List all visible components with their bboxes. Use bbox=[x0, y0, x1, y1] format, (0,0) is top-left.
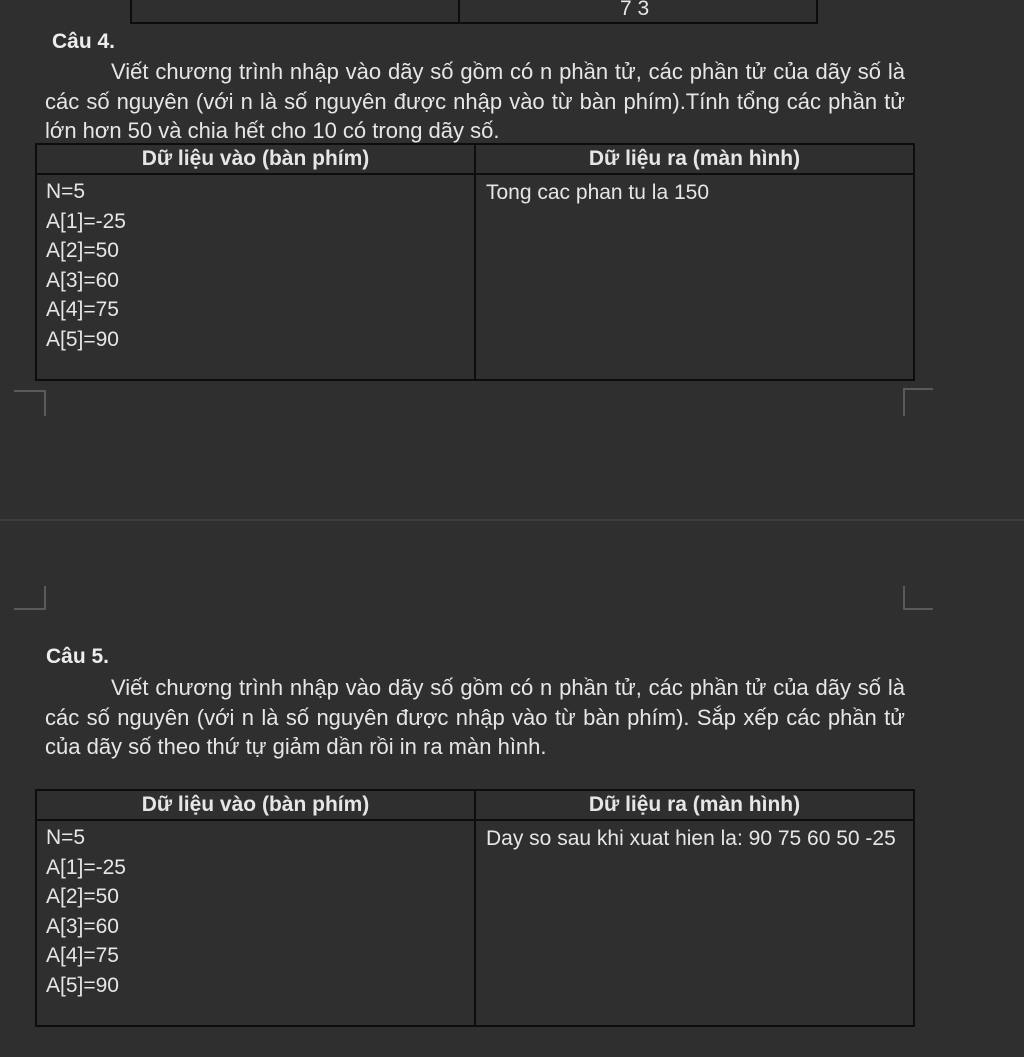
input-line: A[1]=-25 bbox=[46, 209, 126, 233]
input-line: A[2]=50 bbox=[46, 885, 119, 908]
question-4-title: Câu 4. bbox=[52, 30, 116, 53]
question-5-text: Viết chương trình nhập vào dãy số gồm có n phần tử, các phần tử của dãy số là các số nguyên (với n là số nguyên được nhập vào từ bàn phím). Sắp xếp các phần tử của dãy số theo thứ tự giảm dần rồi in ra màn hình. bbox=[45, 675, 905, 759]
input-line: A[3]=60 bbox=[46, 268, 119, 292]
question-4-text: Viết chương trình nhập vào dãy số gồm có n phần tử, các phần tử của dãy số là các số nguyên (với n là số nguyên được nhập vào từ bàn phím).Tính tổng các phần tử lớn hơn 50 và chia hết cho 10 có trong dãy số. bbox=[45, 59, 905, 143]
previous-table-fragment bbox=[130, 0, 818, 24]
input-line: A[2]=50 bbox=[46, 239, 119, 262]
output-cell bbox=[475, 174, 914, 380]
input-cell bbox=[36, 820, 475, 1026]
page-corner-mark bbox=[903, 586, 933, 610]
input-cell bbox=[36, 174, 475, 380]
input-header: Dữ liệu vào (bàn phím) bbox=[36, 790, 475, 820]
question-4-paragraph bbox=[45, 57, 905, 146]
table-divider bbox=[458, 0, 460, 22]
output-header: Dữ liệu ra (màn hình) bbox=[475, 144, 914, 174]
question-5-paragraph bbox=[45, 673, 905, 762]
table-cell: 7 3 bbox=[620, 0, 650, 20]
input-line: A[5]=90 bbox=[46, 973, 119, 997]
output-text: Day so sau khi xuat hien la: 90 75 60 50 -25 bbox=[486, 827, 896, 850]
page-corner-mark bbox=[14, 586, 46, 610]
page-corner-mark bbox=[903, 388, 933, 416]
input-line: A[4]=75 bbox=[46, 298, 119, 321]
question-5-title: Câu 5. bbox=[46, 645, 110, 668]
question-4-io-table bbox=[35, 143, 915, 381]
output-cell bbox=[475, 820, 914, 1026]
input-line: A[3]=60 bbox=[46, 914, 119, 938]
input-line: A[1]=-25 bbox=[46, 855, 126, 879]
output-header: Dữ liệu ra (màn hình) bbox=[475, 790, 914, 820]
input-line: N=5 bbox=[46, 180, 86, 203]
input-line: A[5]=90 bbox=[46, 327, 119, 351]
input-header: Dữ liệu vào (bàn phím) bbox=[36, 144, 475, 174]
input-line: N=5 bbox=[46, 826, 86, 849]
input-line: A[4]=75 bbox=[46, 944, 119, 967]
output-text: Tong cac phan tu la 150 bbox=[486, 181, 710, 204]
page-separator bbox=[0, 519, 1024, 521]
question-5-io-table bbox=[35, 789, 915, 1027]
page-corner-mark bbox=[14, 390, 46, 416]
